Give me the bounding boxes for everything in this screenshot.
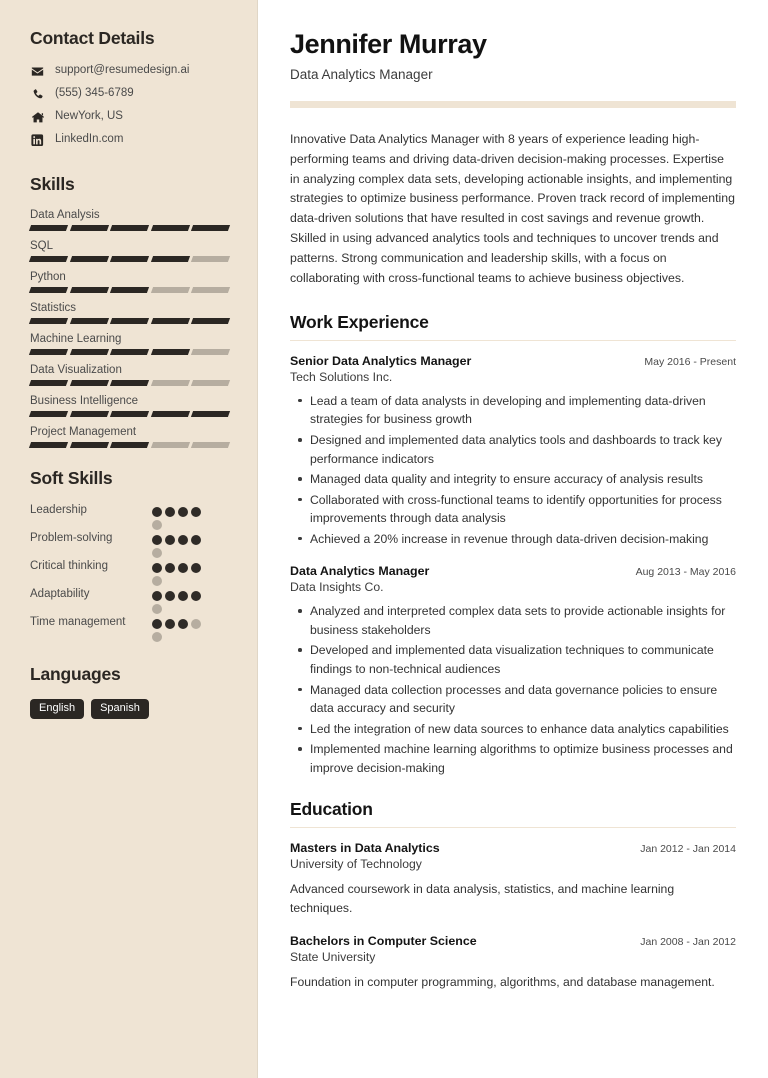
candidate-name: Jennifer Murray <box>290 29 487 59</box>
job-date-range: Aug 2013 - May 2016 <box>635 566 736 579</box>
company-name: Data Insights Co. <box>290 580 384 595</box>
skill-level-bar <box>30 411 229 417</box>
work-experience-list <box>290 354 736 777</box>
responsibility-list <box>290 602 736 777</box>
contact-details-heading: Contact Details <box>30 28 155 48</box>
rating-dot <box>178 563 188 573</box>
rating-dot <box>191 535 201 545</box>
rating-dot <box>165 507 175 517</box>
rating-dot <box>152 632 162 642</box>
skill-bar-segment <box>70 318 109 324</box>
entry-header <box>290 934 736 948</box>
responsibility-item: Designed and implemented data analytics tools and dashboards to track key performance indicators <box>290 431 736 468</box>
section-divider <box>290 827 736 828</box>
skill-label: Project Management <box>30 426 137 438</box>
education-date-range: Jan 2012 - Jan 2014 <box>640 843 736 856</box>
skill-item <box>30 271 229 293</box>
skill-bar-segment <box>29 318 68 324</box>
skill-bar-segment <box>70 287 109 293</box>
rating-dot <box>191 507 201 517</box>
contact-item-linkedin[interactable] <box>30 132 229 148</box>
skill-bar-segment <box>191 318 230 324</box>
skill-level-bar <box>30 318 229 324</box>
language-tag[interactable]: Spanish <box>91 699 149 719</box>
candidate-title: Data Analytics Manager <box>290 66 433 82</box>
education-description: Foundation in computer programming, algorithms, and database management. <box>290 975 715 990</box>
phone-icon <box>30 88 45 101</box>
languages-tag-list <box>30 699 229 719</box>
skill-item <box>30 240 229 262</box>
rating-dot <box>152 507 162 517</box>
soft-skill-item <box>30 531 229 558</box>
contact-phone-text: (555) 345-6789 <box>55 87 134 100</box>
skill-level-bar <box>30 225 229 231</box>
skills-heading: Skills <box>30 174 75 194</box>
skill-bar-segment <box>191 380 230 386</box>
responsibility-item: Developed and implemented data visualization techniques to communicate findings to non-technical audiences <box>290 641 736 678</box>
rating-dot <box>152 576 162 586</box>
rating-dot <box>178 619 188 629</box>
skill-bar-segment <box>110 318 149 324</box>
soft-skill-rating <box>152 559 208 586</box>
soft-skill-item <box>30 587 229 614</box>
school-name: University of Technology <box>290 857 422 872</box>
skill-bar-segment <box>191 411 230 417</box>
rating-dot <box>152 563 162 573</box>
education-description: Advanced coursework in data analysis, statistics, and machine learning techniques. <box>290 882 675 916</box>
skill-level-bar <box>30 442 229 448</box>
degree-title: Bachelors in Computer Science <box>290 934 477 949</box>
education-date-range: Jan 2008 - Jan 2012 <box>640 936 736 949</box>
soft-skill-rating <box>152 615 208 642</box>
job-role: Senior Data Analytics Manager <box>290 353 472 368</box>
soft-skill-label: Adaptability <box>30 588 90 600</box>
responsibility-item: Achieved a 20% increase in revenue through data-driven decision-making <box>290 530 736 549</box>
work-entry <box>290 354 736 548</box>
skill-bar-segment <box>191 256 230 262</box>
skill-bar-segment <box>29 442 68 448</box>
skill-bar-segment <box>29 225 68 231</box>
skill-bar-segment <box>70 380 109 386</box>
rating-dot <box>178 591 188 601</box>
skill-label: Business Intelligence <box>30 395 139 407</box>
skill-bar-segment <box>110 287 149 293</box>
job-role: Data Analytics Manager <box>290 564 430 579</box>
soft-skill-label: Leadership <box>30 504 87 516</box>
skill-item <box>30 302 229 324</box>
skill-bar-segment <box>29 349 68 355</box>
entry-header <box>290 564 736 578</box>
skill-bar-segment <box>70 225 109 231</box>
skill-bar-segment <box>29 380 68 386</box>
company-name: Tech Solutions Inc. <box>290 369 393 384</box>
skill-bar-segment <box>151 380 190 386</box>
rating-dot <box>152 591 162 601</box>
professional-summary: Innovative Data Analytics Manager with 8 years of experience leading high-performing teams and driving data-driven decision-making processes. Expertise in analyzing complex data sets, developing actionable insights, and implementing strategies to optimize business performance. Proven track record of implementing data-driven solutions that have resulted in cost savings and revenue growth. Skilled in using advanced analytics tools and techniques to uncover trends and patterns. Strong communication and leadership skills, with a focus on collaborating with cross-functional teams to achieve business objectives. <box>290 131 735 286</box>
skill-label: SQL <box>30 240 54 252</box>
soft-skills-list <box>30 503 229 642</box>
rating-dot <box>152 604 162 614</box>
education-entry <box>290 841 736 918</box>
section-divider <box>290 340 736 341</box>
skill-item <box>30 395 229 417</box>
responsibility-item: Implemented machine learning algorithms to optimize business processes and improve decision-making <box>290 740 736 777</box>
soft-skill-item <box>30 615 229 642</box>
skill-label: Data Analysis <box>30 209 100 221</box>
education-heading: Education <box>290 799 373 820</box>
responsibility-item: Managed data quality and integrity to ensure accuracy of analysis results <box>290 470 736 489</box>
skill-bar-segment <box>110 442 149 448</box>
skill-item <box>30 209 229 231</box>
skill-level-bar <box>30 287 229 293</box>
degree-title: Masters in Data Analytics <box>290 841 440 856</box>
skill-bar-segment <box>29 256 68 262</box>
skill-bar-segment <box>191 287 230 293</box>
contact-item-location[interactable] <box>30 109 229 125</box>
skill-bar-segment <box>110 380 149 386</box>
contact-item-email[interactable] <box>30 63 229 79</box>
languages-heading: Languages <box>30 664 121 684</box>
rating-dot <box>165 591 175 601</box>
linkedin-icon <box>30 134 45 147</box>
soft-skill-rating <box>152 587 208 614</box>
rating-dot <box>152 535 162 545</box>
rating-dot <box>191 591 201 601</box>
rating-dot <box>152 619 162 629</box>
skill-bar-segment <box>151 411 190 417</box>
skill-bar-segment <box>29 287 68 293</box>
skill-bar-segment <box>151 256 190 262</box>
soft-skill-label: Critical thinking <box>30 560 108 572</box>
rating-dot <box>178 535 188 545</box>
envelope-icon <box>30 65 45 78</box>
skill-bar-segment <box>110 256 149 262</box>
work-experience-heading: Work Experience <box>290 311 429 332</box>
responsibility-item: Lead a team of data analysts in developing and implementing data-driven strategies for business growth <box>290 392 736 429</box>
contact-location-text: NewYork, US <box>55 110 123 123</box>
skill-level-bar <box>30 349 229 355</box>
skill-bar-segment <box>191 225 230 231</box>
rating-dot <box>191 619 201 629</box>
language-tag[interactable]: English <box>30 699 84 719</box>
skill-bar-segment <box>191 442 230 448</box>
skill-item <box>30 364 229 386</box>
skill-level-bar <box>30 256 229 262</box>
education-list <box>290 841 736 992</box>
skill-bar-segment <box>191 349 230 355</box>
soft-skill-item <box>30 503 229 530</box>
skill-bar-segment <box>70 442 109 448</box>
skill-label: Statistics <box>30 302 77 314</box>
skill-item <box>30 333 229 355</box>
skill-bar-segment <box>70 349 109 355</box>
soft-skill-rating <box>152 531 208 558</box>
skill-bar-segment <box>110 349 149 355</box>
responsibility-item: Collaborated with cross-functional teams to identify opportunities for process improvements through data analysis <box>290 491 736 528</box>
work-entry <box>290 564 736 777</box>
contact-linkedin-text: LinkedIn.com <box>55 133 124 146</box>
skill-label: Machine Learning <box>30 333 122 345</box>
skill-label: Data Visualization <box>30 364 122 376</box>
contact-email-text: support@resumedesign.ai <box>55 64 190 77</box>
soft-skill-label: Time management <box>30 616 126 628</box>
rating-dot <box>152 520 162 530</box>
skills-list <box>30 209 229 448</box>
job-date-range: May 2016 - Present <box>644 355 736 368</box>
skill-bar-segment <box>151 349 190 355</box>
rating-dot <box>165 619 175 629</box>
contact-list <box>30 63 229 148</box>
skill-label: Python <box>30 271 66 283</box>
responsibility-item: Analyzed and interpreted complex data sets to provide actionable insights for business stakeholders <box>290 602 736 639</box>
entry-header <box>290 841 736 855</box>
home-icon <box>30 111 45 124</box>
skill-level-bar <box>30 380 229 386</box>
rating-dot <box>152 548 162 558</box>
header-accent-bar <box>290 101 736 108</box>
school-name: State University <box>290 950 376 965</box>
skill-bar-segment <box>110 411 149 417</box>
sidebar <box>0 0 258 1078</box>
soft-skill-item <box>30 559 229 586</box>
rating-dot <box>191 563 201 573</box>
skill-bar-segment <box>70 256 109 262</box>
main-content <box>258 0 768 1078</box>
soft-skill-rating <box>152 503 208 530</box>
skill-bar-segment <box>151 442 190 448</box>
education-entry <box>290 934 736 992</box>
responsibility-item: Managed data collection processes and data governance policies to ensure data accuracy and security <box>290 681 736 718</box>
responsibility-item: Led the integration of new data sources to enhance data analytics capabilities <box>290 720 736 739</box>
soft-skills-heading: Soft Skills <box>30 468 113 488</box>
skill-item <box>30 426 229 448</box>
skill-bar-segment <box>151 225 190 231</box>
entry-header <box>290 354 736 368</box>
skill-bar-segment <box>29 411 68 417</box>
skill-bar-segment <box>70 411 109 417</box>
soft-skill-label: Problem-solving <box>30 532 113 544</box>
rating-dot <box>165 563 175 573</box>
rating-dot <box>165 535 175 545</box>
rating-dot <box>178 507 188 517</box>
responsibility-list <box>290 392 736 548</box>
contact-item-phone[interactable] <box>30 86 229 102</box>
skill-bar-segment <box>151 287 190 293</box>
skill-bar-segment <box>110 225 149 231</box>
skill-bar-segment <box>151 318 190 324</box>
